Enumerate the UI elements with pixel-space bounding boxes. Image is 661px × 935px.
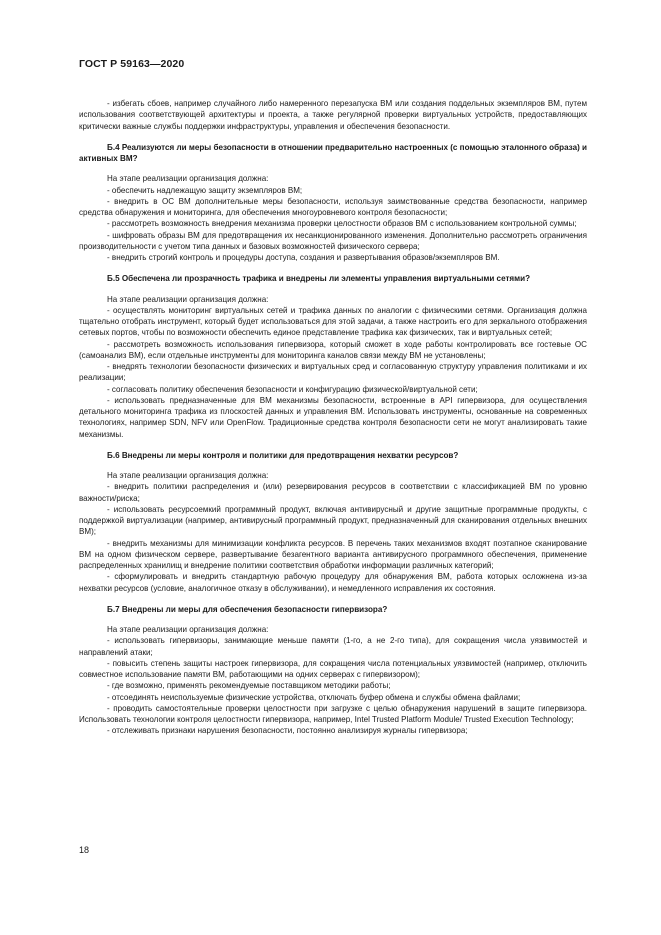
paragraph: - внедрять технологии безопасности физических и виртуальных сред и согласованную структуру управления политиками и их реализации; [79,362,587,383]
paragraph: - рассмотреть возможность внедрения механизма проверки целостности образов ВМ с использованием контрольной суммы; [107,219,577,229]
paragraph: На этапе реализации организация должна: [107,294,269,304]
paragraph: На этапе реализации организация должна: [107,471,269,480]
paragraph: - отсоединять неиспользуемые физические устройства, отключать буфер обмена и службы обмена файлами; [107,692,521,702]
paragraph: На этапе реализации организация должна: [107,174,269,184]
intro-block [79,98,587,132]
section-b5 [79,273,587,440]
page-number: 18 [79,845,90,855]
paragraph: - проводить самостоятельные проверки целостности при загрузке с целью обнаружения нарушений в защите гипервизора. Использовать технологии контроля целостности гипервизора, например, Intel Trusted Platform Module/ Trusted Execution Technology; [79,703,587,724]
paragraph: - шифровать образы ВМ для предотвращения их несанкционированного изменения. Дополнительно рассмотреть ограничения производительности с учетом типа данных и базовых возможностей физического сервера; [79,230,587,251]
paragraph: На этапе реализации организация должна: [107,625,269,634]
section-b6 [79,450,587,594]
paragraph: - отслеживать признаки нарушения безопасности, постоянно анализируя журналы гипервизора; [107,726,468,736]
paragraph: - осуществлять мониторинг виртуальных сетей и трафика данных по аналогии с физическими сетями. Организация должна тщательно отобрать инструмент, который будет использоваться для этой задачи, а также настроить его для зеркального отображения сетевых портов, чтобы по возможности обеспечить единое представление трафика как физических, так и виртуальных сетей; [79,305,587,338]
section-b4 [79,142,587,264]
paragraph: - внедрить строгий контроль и процедуры доступа, создания и развертывания образов/экземпляров ВМ. [107,253,500,262]
document-code-header: ГОСТ Р 59163—2020 [79,58,185,70]
paragraph: - внедрить политики распределения и (или) резервирования ресурсов в соответствии с классификацией ВМ по уровню важности/риска; [79,482,587,503]
paragraph: - внедрить в ОС ВМ дополнительные меры безопасности, используя заимствованные средства безопасности, например средства обнаружения и мониторинга, для обеспечения многоуровневого контроля безопасности; [79,196,587,217]
section-heading: Б.5 Обеспечена ли прозрачность трафика и внедрены ли элементы управления виртуальными сетями? [107,274,531,284]
paragraph: - где возможно, применять рекомендуемые поставщиком методики работы; [107,681,391,691]
paragraph: - внедрить механизмы для минимизации конфликта ресурсов. В перечень таких механизмов входят поэтапное сканирование ВМ на одном физическом сервере, развертывание безагентного варианта антивирусного программного обеспечения, применение распределенных хранилищ и внедрение политики соответствия обработки информации различных категорий; [79,538,587,570]
paragraph: - сформулировать и внедрить стандартную рабочую процедуру для обнаружения ВМ, работа которых осложнена из-за нехватки ресурсов (условие, аналогичное отказу в обслуживании), и немедленного исправления их состояния. [79,572,587,593]
paragraph: - использовать предназначенные для ВМ механизмы безопасности, встроенные в API гипервизора, для осуществления детального мониторинга трафика из плоскостей данных и управления ВМ. Использовать инструменты, основанные на современных технологиях, например SDN, NFV или OpenFlow. Традиционные средства контроля безопасности сети не могут анализировать такие механизмы. [79,395,587,439]
paragraph: - повысить степень защиты настроек гипервизора, для сокращения числа потенциальных уязвимостей (например, отключить совместное использование памяти ВМ, работающими на одних серверах с гипервизором); [79,658,587,679]
document-body [79,98,587,737]
paragraph: - согласовать политику обеспечения безопасности и конфигурацию физической/виртуальной сети; [107,384,478,394]
section-heading: Б.6 Внедрены ли меры контроля и политики для предотвращения нехватки ресурсов? [107,450,459,460]
section-heading: Б.4 Реализуются ли меры безопасности в отношении предварительно настроенных (с помощью эталонного образа) и активных ВМ? [79,142,588,163]
paragraph: - рассмотреть возможность использования гипервизора, который сможет в ходе работы контролировать все гостевые ОС (самоанализ ВМ), если отдельные инструменты для мониторинга каналов связи между ВМ не установлены; [79,339,587,360]
paragraph: - использовать ресурсоемкий программный продукт, включая антивирусный и другие защитные программные продукты, с поддержкой виртуализации (например, антивирусный программный продукт, предназначенный для сканирования отдельных внешних ВМ); [79,504,587,537]
paragraph: - обеспечить надлежащую защиту экземпляров ВМ; [107,185,303,195]
paragraph: - избегать сбоев, например случайного либо намеренного перезапуска ВМ или создания поддельных экземпляров ВМ, путем использования соответствующей архитектуры и проекта, а также регулярной проверки виртуальных устройств, предоставляющих критически важные службы поддержки инфраструктуры, управления и обеспечения безопасности. [79,99,587,131]
paragraph: - использовать гипервизоры, занимающие меньше памяти (1-го, а не 2-го типа), для сокращения числа уязвимостей и направлений атаки; [79,636,587,657]
section-b7 [79,604,587,737]
section-heading: Б.7 Внедрены ли меры для обеспечения безопасности гипервизора? [107,604,388,614]
